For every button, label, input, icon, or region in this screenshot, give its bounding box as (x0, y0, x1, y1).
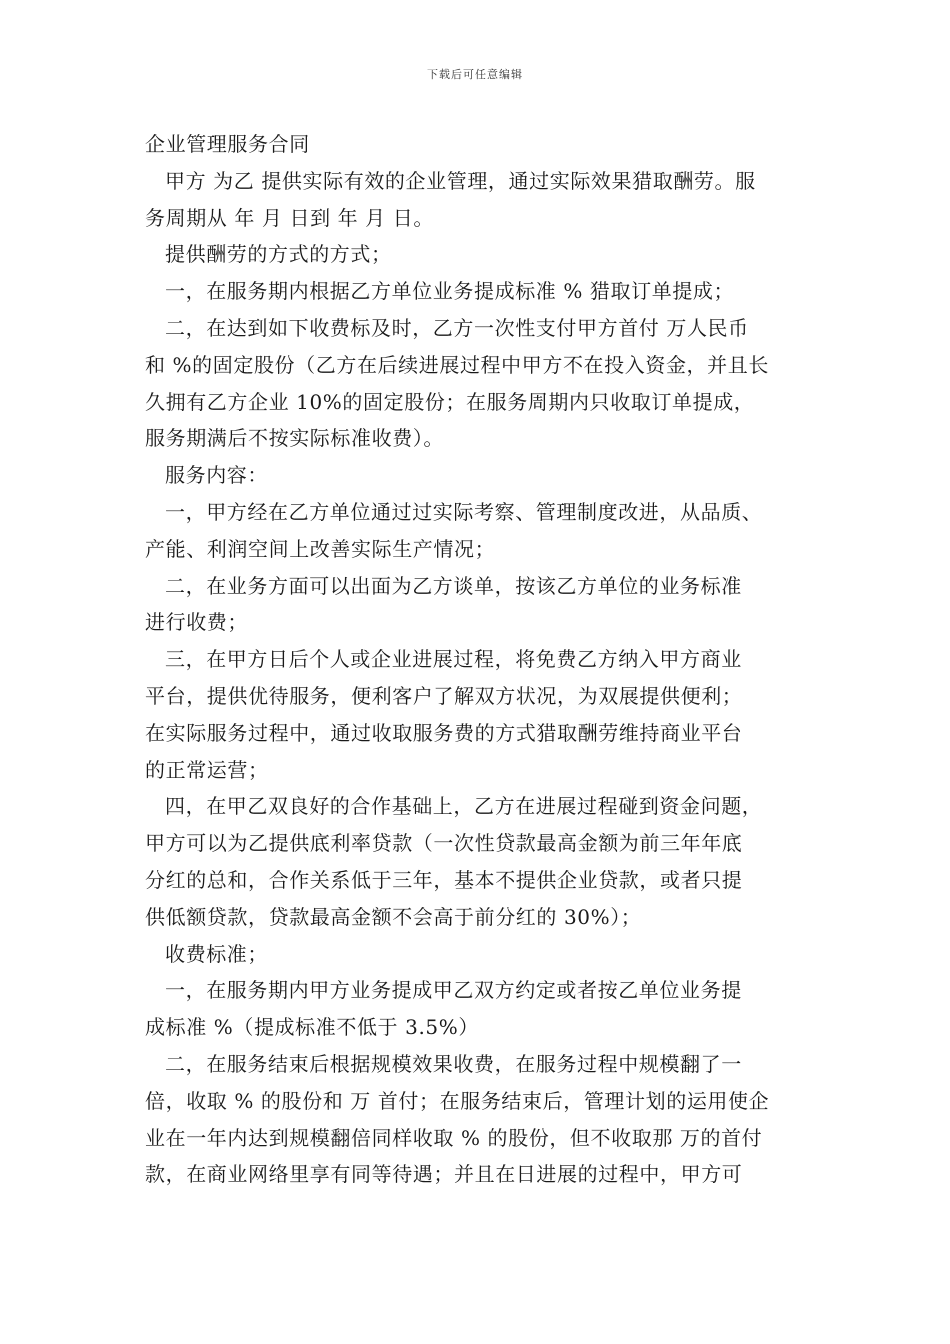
text-line: 三，在甲方日后个人或企业进展过程，将免费乙方纳入甲方商业 (165, 647, 742, 672)
text-line: 和 %的固定股份（乙方在后续进展过程中甲方不在投入资金，并且长 (145, 352, 769, 377)
text-line: 久拥有乙方企业 10%的固定股份；在服务周期内只收取订单提成， (145, 389, 755, 414)
text-line: 款，在商业网络里享有同等待遇；并且在日进展的过程中，甲方可 (145, 1162, 743, 1187)
text-line: 一，在服务期内根据乙方单位业务提成标准 % 猎取订单提成； (165, 279, 735, 304)
text-line: 二，在业务方面可以出面为乙方谈单，按该乙方单位的业务标准 (165, 573, 742, 598)
text-line: 成标准 %（提成标准不低于 3.5%） (145, 1015, 479, 1040)
document-title: 企业管理服务合同 (145, 132, 310, 156)
text-line: 一，在服务期内甲方业务提成甲乙双方约定或者按乙单位业务提 (165, 978, 742, 1003)
text-line: 倍，收取 % 的股份和 万 首付；在服务结束后，管理计划的运用使企 (145, 1088, 770, 1113)
text-line: 甲方 为乙 提供实际有效的企业管理，通过实际效果猎取酬劳。服 (165, 168, 756, 193)
text-line: 一，甲方经在乙方单位通过过实际考察、管理制度改进，从品质、 (165, 499, 763, 524)
text-line: 进行收费； (145, 610, 248, 635)
text-line: 业在一年内达到规模翻倍同样收取 % 的股份，但不收取那 万的首付 (145, 1125, 763, 1150)
text-line: 二，在达到如下收费标及时，乙方一次性支付甲方首付 万人民币 (165, 315, 749, 340)
text-line: 平台，提供优待服务，便利客户了解双方状况，为双展提供便利； (145, 683, 743, 708)
text-line: 的正常运营； (145, 757, 269, 782)
contract-body (145, 126, 825, 1193)
text-line: 服务内容： (165, 463, 268, 488)
text-line: 务周期从 年 月 日到 年 月 日。 (145, 205, 434, 230)
text-line: 四，在甲乙双良好的合作基础上，乙方在进展过程碰到资金问题， (165, 794, 763, 819)
text-line: 分红的总和，合作关系低于三年，基本不提供企业贷款，或者只提 (145, 867, 743, 892)
text-line: 收费标准； (165, 941, 268, 966)
text-line: 二，在服务结束后根据规模效果收费，在服务过程中规模翻了一 (165, 1051, 742, 1076)
header-note: 下载后可任意编辑 (427, 68, 523, 81)
text-line: 甲方可以为乙提供底利率贷款（一次性贷款最高金额为前三年年底 (145, 831, 743, 856)
text-line: 产能、利润空间上改善实际生产情况； (145, 536, 496, 561)
text-line: 供低额贷款，贷款最高金额不会高于前分红的 30%）； (145, 904, 642, 929)
text-line: 提供酬劳的方式的方式； (165, 242, 392, 267)
text-line: 服务期满后不按实际标准收费）。 (145, 426, 444, 451)
text-line: 在实际服务过程中，通过收取服务费的方式猎取酬劳维持商业平台 (145, 720, 743, 745)
